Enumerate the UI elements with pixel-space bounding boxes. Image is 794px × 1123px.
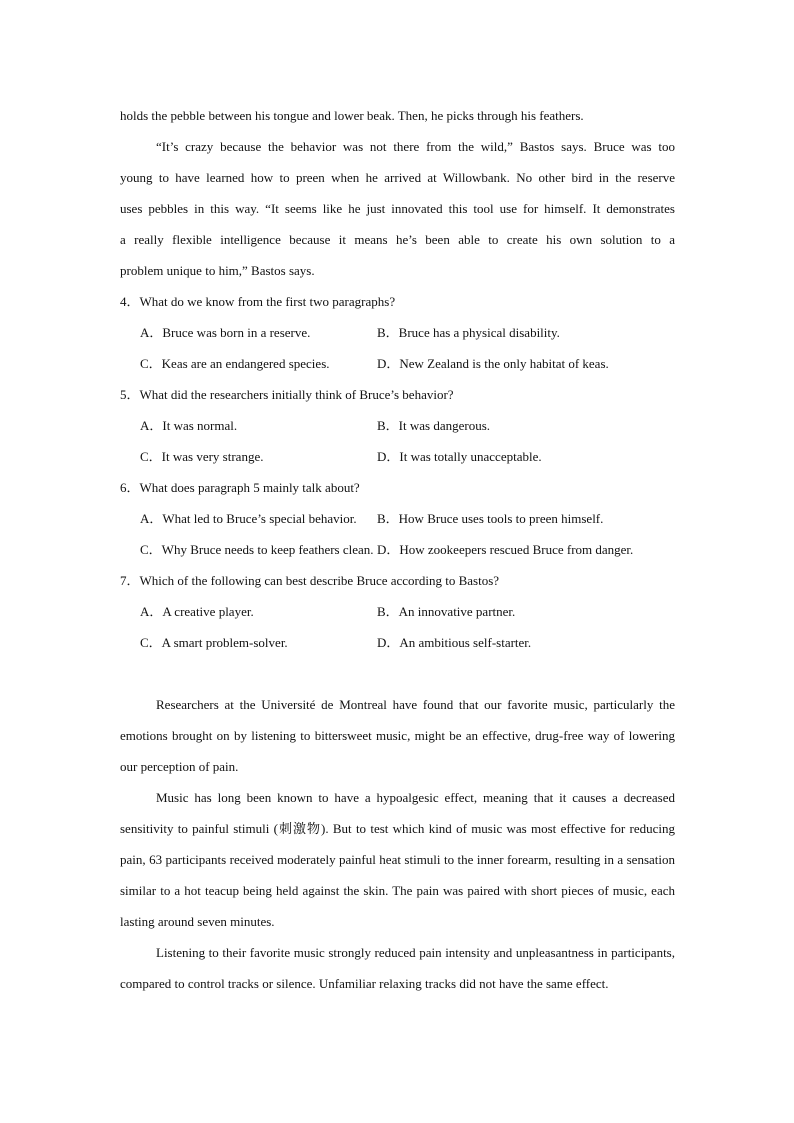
paragraph-line: uses pebbles in this way. “It seems like he just innovated this tool use for himself. It demonstrates bbox=[120, 201, 675, 216]
passage-tail-line: holds the pebble between his tongue and lower beak. Then, he picks through his feathers. bbox=[120, 108, 584, 123]
option-b: B．It was dangerous. bbox=[377, 418, 491, 433]
option-c: C．Why Bruce needs to keep feathers clean. bbox=[140, 542, 374, 557]
bastos-paragraph bbox=[120, 131, 675, 286]
question-stem: 7．Which of the following can best describe Bruce according to Bastos? bbox=[120, 573, 500, 588]
option-grid bbox=[120, 596, 675, 658]
passage-paragraph: Music has long been known to have a hypoalgesic effect, meaning that it causes a decreased sensitivity to painful stimuli (刺激物). But to test which kind of music was most effective for reducing pain, 63 participants received moderately painful heat stimuli to the inner forearm, resulting in a sensation similar to a hot teacup being held against the skin. The pain was paired with short pieces of music, each lasting around seven minutes. bbox=[120, 790, 675, 929]
paragraph-line: young to have learned how to preen when he arrived at Willowbank. No other bird in the reserve bbox=[120, 170, 675, 185]
question-6 bbox=[120, 472, 675, 565]
option-a: A．It was normal. bbox=[140, 418, 238, 433]
document-page bbox=[120, 100, 675, 999]
question-4 bbox=[120, 286, 675, 379]
paragraph-line: “It’s crazy because the behavior was not there from the wild,” Bastos says. Bruce was too bbox=[156, 139, 675, 154]
passage-paragraph: Listening to their favorite music strongly reduced pain intensity and unpleasantness in participants, compared to control tracks or silence. Unfamiliar relaxing tracks did not have the same effect. bbox=[120, 945, 675, 991]
option-grid bbox=[120, 410, 675, 472]
option-d: D．New Zealand is the only habitat of keas. bbox=[377, 356, 609, 371]
passage-paragraph: Researchers at the Université de Montreal have found that our favorite music, particularly the emotions brought on by listening to bittersweet music, might be an effective, drug-free way of lowering our perception of pain. bbox=[120, 697, 675, 774]
option-a: A．Bruce was born in a reserve. bbox=[140, 325, 311, 340]
option-c: C．A smart problem-solver. bbox=[140, 635, 288, 650]
option-d: D．How zookeepers rescued Bruce from danger. bbox=[377, 542, 634, 557]
question-stem: 5．What did the researchers initially think of Bruce’s behavior? bbox=[120, 387, 454, 402]
option-a: A．What led to Bruce’s special behavior. bbox=[140, 511, 357, 526]
option-b: B．An innovative partner. bbox=[377, 604, 516, 619]
option-a: A．A creative player. bbox=[140, 604, 254, 619]
option-d: D．An ambitious self-starter. bbox=[377, 635, 532, 650]
question-5 bbox=[120, 379, 675, 472]
question-stem: 4．What do we know from the first two paragraphs? bbox=[120, 294, 396, 309]
option-b: B．How Bruce uses tools to preen himself. bbox=[377, 511, 604, 526]
option-c: C．Keas are an endangered species. bbox=[140, 356, 330, 371]
music-passage bbox=[120, 689, 675, 999]
option-d: D．It was totally unacceptable. bbox=[377, 449, 542, 464]
question-7 bbox=[120, 565, 675, 658]
paragraph-line: problem unique to him,” Bastos says. bbox=[120, 263, 315, 278]
question-stem: 6．What does paragraph 5 mainly talk about? bbox=[120, 480, 360, 495]
option-c: C．It was very strange. bbox=[140, 449, 264, 464]
option-b: B．Bruce has a physical disability. bbox=[377, 325, 560, 340]
option-grid bbox=[120, 503, 675, 565]
option-grid bbox=[120, 317, 675, 379]
paragraph-line: a really flexible intelligence because it means he’s been able to create his own solution to a bbox=[120, 232, 675, 247]
section-gap bbox=[120, 658, 675, 689]
